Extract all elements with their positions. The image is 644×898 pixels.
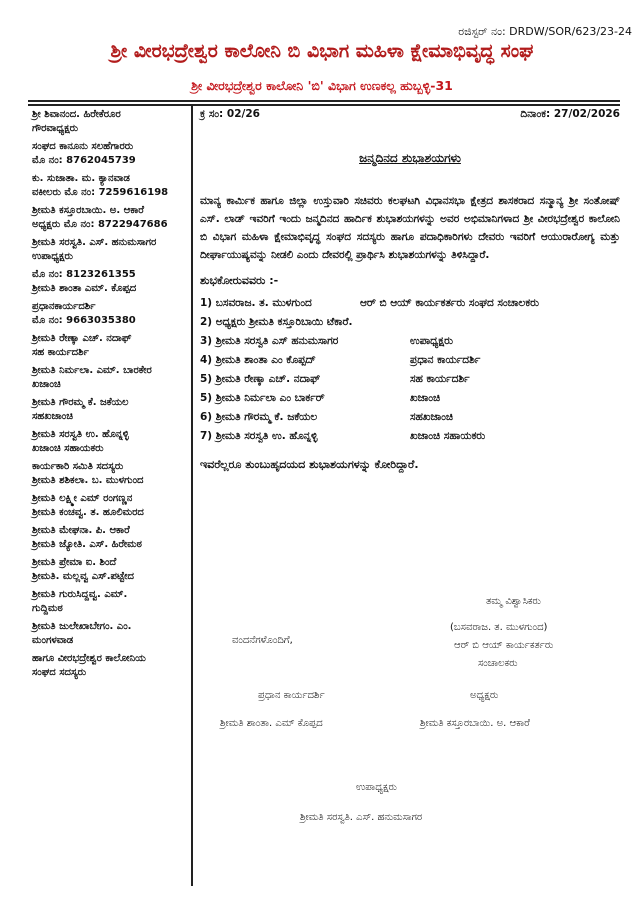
sidebar-line: ಶ್ರೀಮತಿ ಸರಸ್ವತಿ. ಎಸ್. ಹನುಮಸಾಗರ bbox=[32, 237, 157, 248]
reference-number: ಕ್ರ ಸಂ: 02/26 bbox=[200, 108, 260, 120]
sidebar-line: ಗುದ್ದಿಮಠ bbox=[32, 603, 63, 614]
header-divider-2 bbox=[28, 104, 620, 106]
sidebar-line: ಶ್ರೀಮತಿ. ಮಲ್ಲವ್ವ ಎಸ್.ಪಟ್ಟೇದ bbox=[32, 571, 134, 582]
signatory-1-role-2: ಸಂಚಾಲಕರು bbox=[478, 658, 518, 669]
sidebar-line: ಶ್ರೀಮತಿ ಜುಲೇಖಾಬೇಗಂ. ಎಂ. bbox=[32, 621, 132, 632]
sidebar-line: ಶ್ರೀಮತಿ ಕಂಚವ್ವ. ತ. ಹೂಲಿಮರದ bbox=[32, 507, 144, 518]
letter-paragraph: ಮಾನ್ಯ ಕಾರ್ಮಿಕ ಹಾಗೂ ಜಿಲ್ಲಾ ಉಸ್ತುವಾರಿ ಸಚಿವರು ಕಲಘಟಗಿ ವಿಧಾನಸಭಾ ಕ್ಷೇತ್ರದ ಶಾಸಕರಾದ ಸನ್ಮಾನ್ಯ ಶ್ರೀ ಸಂತೋಷ್ ಎಸ್. ಲಾಡ್ ಇವರಿಗೆ ಇಂದು ಜನ್ಮದಿನದ ಹಾರ್ದಿಕ ಶುಭಾಶಯಗಳನ್ನು ಅವರ ಅಭಿಮಾನಿಗಳಾದ ಶ್ರೀ ವೀರಭದ್ರೇಶ್ವರ ಕಾಲೋನಿ ಬಿ ವಿಭಾಗ ಮಹಿಳಾ ಕ್ಷೇಮಾಭಿವೃದ್ಧ ಸಂಘದ ಸದಸ್ಯರು ಹಾಗೂ ಪದಾಧಿಕಾರಿಗಳು ದೇವರು ಇವರಿಗೆ ಆಯುರಾರೋಗ್ಯ ಮತ್ತು ದೀರ್ಘಾಯುಷ್ಯವನ್ನು ನೀಡಲಿ ಎಂದು ದೇವರಲ್ಲಿ ಪ್ರಾರ್ಥಿಸಿ ಶುಭಾಶಯಗಳನ್ನು ತಿಳಿಸಿದ್ದಾರೆ. bbox=[200, 195, 620, 261]
sidebar-line: ವಕೀಲರು ಮೊ ನಂ: 7259616198 bbox=[32, 187, 169, 198]
sidebar-line: ಶ್ರೀಮತಿ ಶಶಿಕಲಾ. ಬ. ಮುಳಗುಂದ bbox=[32, 475, 144, 486]
sidebar-line: ಮೊ ನಂ: 9663035380 bbox=[32, 315, 136, 326]
closing-line: ಇವರೆಲ್ಲರೂ ತುಂಬುಹೃದಯದ ಶುಭಾಶಯಗಳನ್ನು ಕೋರಿದ್ದಾರೆ. bbox=[200, 458, 419, 471]
sidebar-member-list bbox=[32, 108, 184, 684]
sidebar-line: ಶ್ರೀ ಶಿವಾನಂದ. ಹಿರೇಕೆರೂರ bbox=[32, 109, 121, 120]
wisher-name: 3) ಶ್ರೀಮತಿ ಸರಸ್ವತಿ ಎಸ್ ಹನುಮಸಾಗರ bbox=[200, 335, 339, 347]
wisher-name: 1) ಬಸವರಾಜ. ತ. ಮುಳಗುಂದ bbox=[200, 297, 312, 309]
sidebar-line: ಶ್ರೀಮತಿ ಮೇಘನಾ. ಪಿ. ಆಕಾರೆ bbox=[32, 525, 130, 536]
wisher-row bbox=[200, 294, 620, 313]
wisher-role: ಉಪಾಧ್ಯಕ್ಷರು bbox=[410, 335, 453, 347]
letter-date: ದಿನಾಂಕ: 27/02/2026 bbox=[520, 108, 620, 120]
sidebar-line: ಶ್ರೀಮತಿ ಲಕ್ಷ್ಮೀ ಎಮ್ ರಂಗಣ್ಣನ bbox=[32, 493, 133, 504]
sidebar-line: ಗೌರವಾಧ್ಯಕ್ಷರು bbox=[32, 123, 79, 134]
wisher-role: ಪ್ರಧಾನ ಕಾರ್ಯದರ್ಶಿ bbox=[410, 354, 481, 366]
sidebar-line: ಶ್ರೀಮತಿ ಗೌರಮ್ಮ ಕೆ. ಜಕೆಯಲ bbox=[32, 397, 129, 408]
signatory-2-role: ಪ್ರಧಾನ ಕಾರ್ಯದರ್ಶಿ bbox=[258, 690, 325, 701]
wisher-name: 7) ಶ್ರೀಮತಿ ಸರಸ್ವತಿ ಉ. ಹೊನ್ನಳ್ಳಿ bbox=[200, 430, 318, 442]
sidebar-line: ಶ್ರೀಮತಿ ಶಾಂತಾ ಎಮ್. ಕೊಪ್ಪದ bbox=[32, 283, 137, 294]
header-divider bbox=[28, 100, 620, 102]
wisher-row bbox=[200, 313, 620, 332]
sidebar-line: ಮೊ ನಂ: 8762045739 bbox=[32, 155, 136, 166]
sidebar-line: ಶ್ರೀಮತಿ ರೇಣ್ಕಾ ಎಚ್. ನದಾಫ್ bbox=[32, 333, 132, 344]
sidebar-line: ಶ್ರೀಮತಿ ಕಸ್ತೂರಬಾಯಿ. ಅ. ಆಕಾರೆ bbox=[32, 205, 144, 216]
sidebar-line: ಶ್ರೀಮತಿ ಗುರುಸಿದ್ದವ್ವ. ಎಮ್. bbox=[32, 589, 128, 600]
wisher-row bbox=[200, 332, 620, 351]
wishers-list bbox=[200, 294, 620, 446]
sidebar-line: ಪ್ರಧಾನಕಾರ್ಯದರ್ಶಿ bbox=[32, 301, 96, 312]
salutation: ವಂದನೆಗಳೊಂದಿಗೆ, bbox=[232, 635, 293, 646]
signatory-3-name: ಶ್ರೀಮತಿ ಕಸ್ತೂರಬಾಯಿ. ಅ. ಆಕಾರೆ bbox=[420, 718, 530, 729]
wisher-role: ಸಹ ಕಾರ್ಯದರ್ಶಿ bbox=[410, 373, 470, 385]
sidebar-line: ಶ್ರೀಮತಿ ಜ್ಯೋತಿ. ಎಸ್. ಹಿರೇಮಠ bbox=[32, 539, 142, 550]
sidebar-line: ಶ್ರೀಮತಿ ಸರಸ್ವತಿ ಉ. ಹೊನ್ನಳ್ಳಿ bbox=[32, 429, 129, 440]
yours-faithfully: ತಮ್ಮ ವಿಶ್ವಾಸಿಕರು bbox=[486, 596, 541, 607]
org-title: ಶ್ರೀ ವೀರಭದ್ರೇಶ್ವರ ಕಾಲೋನಿ ಬಿ ವಿಭಾಗ ಮಹಿಳಾ ಕ್ಷೇಮಾಭಿವೃದ್ಧ ಸಂಘ bbox=[110, 40, 534, 62]
signatory-4-role: ಉಪಾಧ್ಯಕ್ಷರು bbox=[356, 782, 397, 793]
signatory-1-role: ಆರ್ ಬಿ ಆಯ್ ಕಾರ್ಯಕರ್ತರು bbox=[454, 640, 554, 651]
sidebar-line: ಶ್ರೀಮತಿ ನಿರ್ಮಲಾ. ಎಮ್. ಬಾರಕೇರ bbox=[32, 365, 152, 376]
sidebar-line: ಖಜಾಂಚಿ ಸಹಾಯಕರು bbox=[32, 443, 104, 454]
wisher-name: 5) ಶ್ರೀಮತಿ ನಿರ್ಮಲಾ ಎಂ ಬಾರ್ಕರ್ bbox=[200, 392, 325, 404]
sidebar-line: ಮಂಗಳವಾಡ bbox=[32, 635, 74, 646]
wishers-label: ಶುಭಕೋರುವವರು :- bbox=[200, 274, 279, 287]
wisher-row bbox=[200, 370, 620, 389]
sidebar-line: ಹಾಗೂ ವೀರಭದ್ರೇಶ್ವರ ಕಾಲೋನಿಯ bbox=[32, 653, 146, 664]
sidebar-line: ಅಧ್ಯಕ್ಷರು ಮೊ ನಂ: 8722947686 bbox=[32, 219, 168, 230]
wisher-role: ಸಹಖಜಾಂಚಿ bbox=[410, 411, 453, 423]
wisher-name: 5) ಶ್ರೀಮತಿ ರೇಣ್ಕಾ ಎಚ್. ನದಾಫ್ bbox=[200, 373, 321, 385]
sidebar-line: ಸಂಘದ ಕಾನೂನು ಸಲಹೆಗಾರರು bbox=[32, 141, 134, 152]
org-address: ಶ್ರೀ ವೀರಭದ್ರೇಶ್ವರ ಕಾಲೋನಿ 'ಬಿ' ವಿಭಾಗ ಉಣಕಲ್ಲ ಹುಬ್ಬಳ್ಳಿ-31 bbox=[191, 78, 453, 93]
sidebar-line: ಸಂಘದ ಸದಸ್ಯರು bbox=[32, 667, 87, 678]
wisher-name: 4) ಶ್ರೀಮತಿ ಶಾಂತಾ ಎಂ ಕೊಪ್ಪದ್ bbox=[200, 354, 316, 366]
wisher-row bbox=[200, 389, 620, 408]
wisher-row bbox=[200, 408, 620, 427]
wisher-name: 2) ಅಧ್ಯಕ್ಷರು ಶ್ರೀಮತಿ ಕಸ್ತೂರಿಬಾಯಿ ಟೆಕಾರೆ. bbox=[200, 316, 353, 328]
wisher-role: ಖಜಾಂಚಿ ಸಹಾಯಕರು bbox=[410, 430, 486, 442]
sidebar-line: ಮೊ ನಂ: 8123261355 bbox=[32, 269, 136, 280]
wisher-role: ಆರ್ ಬಿ ಆಯ್ ಕಾರ್ಯಕರ್ತರು ಸಂಘದ ಸಂಚಾಲಕರು bbox=[360, 297, 539, 309]
sidebar-line: ಖಜಾಂಚಿ bbox=[32, 379, 61, 390]
wisher-row bbox=[200, 351, 620, 370]
sidebar-line: ಕು. ಸುಜಾತಾ. ಮ. ಕ್ಯಾನವಾಡ bbox=[32, 173, 130, 184]
sidebar-line: ಸಹ ಕಾರ್ಯದರ್ಶಿ bbox=[32, 347, 89, 358]
signatory-2-name: ಶ್ರೀಮತಿ ಶಾಂತಾ. ಎಮ್ ಕೊಪ್ಪದ bbox=[220, 718, 323, 729]
wisher-role: ಖಜಾಂಚಿ bbox=[410, 392, 441, 404]
sidebar-line: ಶ್ರೀಮತಿ ಪ್ರೇಮಾ ಐ. ಶಿಂದೆ bbox=[32, 557, 117, 568]
signatory-1-name: (ಬಸವರಾಜ. ತ. ಮುಳಗುಂದ) bbox=[450, 622, 548, 633]
wisher-row bbox=[200, 427, 620, 446]
letter-body bbox=[200, 108, 620, 472]
sidebar-line: ಕಾರ್ಯಕಾರಿ ಸಮಿತಿ ಸದಸ್ಯರು bbox=[32, 461, 124, 472]
sidebar-line: ಸಹಖಜಾಂಚಿ bbox=[32, 411, 73, 422]
signatory-4-name: ಶ್ರೀಮತಿ ಸರಸ್ವತಿ. ಎಸ್. ಹನುಮಸಾಗರ bbox=[300, 812, 423, 823]
sidebar-line: ಉಪಾಧ್ಯಕ್ಷರು bbox=[32, 251, 73, 262]
letter-heading: ಜನ್ಮದಿನದ ಶುಭಾಶಯಗಳು bbox=[359, 151, 461, 165]
registration-number: ರಜಿಸ್ಟರ್ ನಂ: DRDW/SOR/623/23-24 bbox=[458, 25, 632, 38]
signatory-3-role: ಅಧ್ಯಕ್ಷರು bbox=[470, 690, 499, 701]
column-divider bbox=[191, 104, 193, 886]
wisher-name: 6) ಶ್ರೀಮತಿ ಗೌರಮ್ಮ ಕೆ. ಜಕೆಯಲ bbox=[200, 411, 318, 423]
